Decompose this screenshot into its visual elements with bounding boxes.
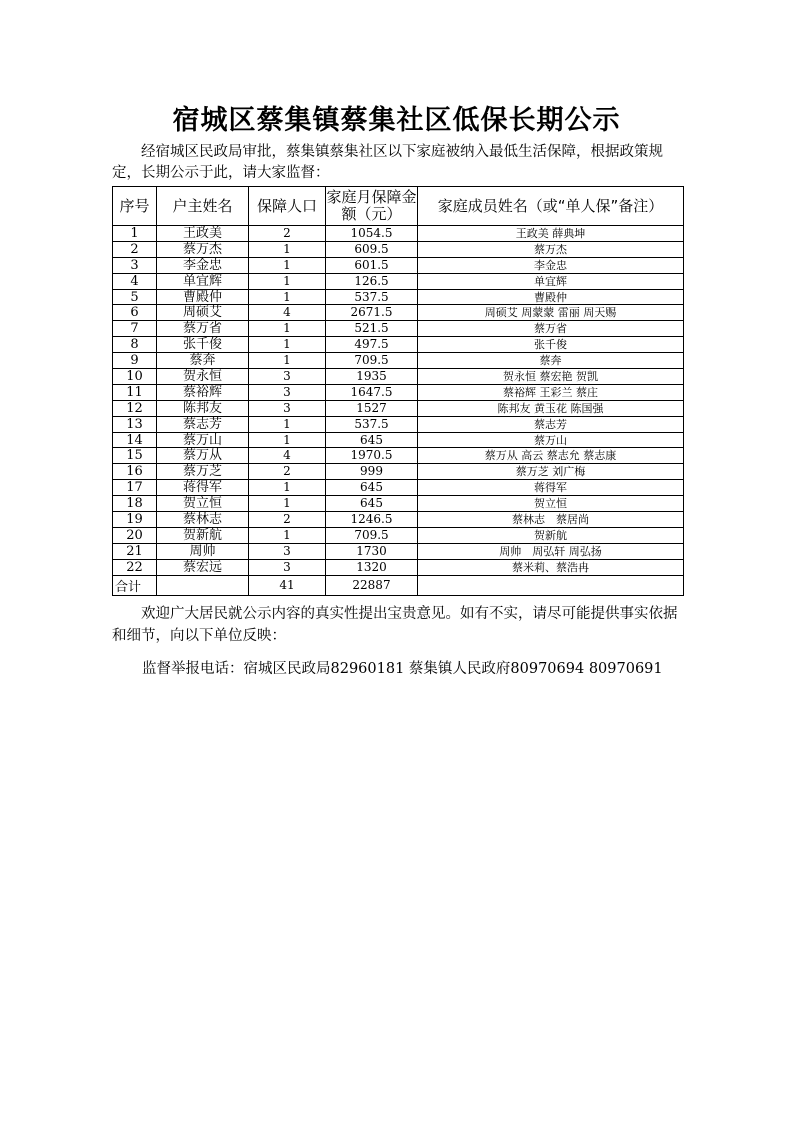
cell-household-head: 贺永恒	[157, 369, 249, 385]
cell-household-head: 蔡万芝	[157, 464, 249, 480]
cell-monthly-amount: 1527	[326, 400, 418, 416]
cell-no: 19	[113, 512, 157, 528]
cell-no: 18	[113, 496, 157, 512]
cell-household-head: 蔡万山	[157, 432, 249, 448]
table-row	[113, 384, 684, 400]
cell-monthly-amount: 709.5	[326, 353, 418, 369]
cell-covered-people: 3	[249, 543, 326, 559]
cell-household-head: 蔡宏远	[157, 559, 249, 575]
cell-monthly-amount: 1320	[326, 559, 418, 575]
cell-covered-people: 2	[249, 512, 326, 528]
cell-household-head: 单宜辉	[157, 273, 249, 289]
cell-family-members: 蔡林志 蔡居尚	[418, 512, 684, 528]
cell-household-head: 王政美	[157, 226, 249, 242]
intro-paragraph: 经宿城区民政局审批，蔡集镇蔡集社区以下家庭被纳入最低生活保障，根据政策规定，长期公示于此，请大家监督：	[112, 144, 663, 181]
cell-family-members: 蒋得军	[418, 480, 684, 496]
total-row	[113, 575, 684, 595]
cell-family-members: 陈邦友 黄玉花 陈国强	[418, 400, 684, 416]
cell-monthly-amount: 709.5	[326, 527, 418, 543]
cell-covered-people: 1	[249, 416, 326, 432]
cell-no: 1	[113, 226, 157, 242]
table-row	[113, 512, 684, 528]
cell-monthly-amount: 1246.5	[326, 512, 418, 528]
total-people: 41	[249, 575, 326, 595]
header-monthly-amount: 家庭月保障金额（元）	[326, 187, 418, 226]
cell-covered-people: 1	[249, 527, 326, 543]
table-row	[113, 448, 684, 464]
cell-household-head: 蔡裕辉	[157, 384, 249, 400]
cell-family-members: 蔡万芝 刘广梅	[418, 464, 684, 480]
cell-no: 2	[113, 241, 157, 257]
cell-covered-people: 4	[249, 305, 326, 321]
cell-covered-people: 3	[249, 559, 326, 575]
cell-household-head: 蔡万杰	[157, 241, 249, 257]
assistance-table	[112, 186, 684, 596]
header-household-head: 户主姓名	[157, 187, 249, 226]
cell-monthly-amount: 537.5	[326, 416, 418, 432]
cell-family-members: 蔡万山	[418, 432, 684, 448]
cell-family-members: 蔡万杰	[418, 241, 684, 257]
cell-covered-people: 1	[249, 337, 326, 353]
table-row	[113, 241, 684, 257]
table-row	[113, 432, 684, 448]
cell-household-head: 李金忠	[157, 257, 249, 273]
cell-no: 5	[113, 289, 157, 305]
table-header-row	[113, 187, 684, 226]
cell-no: 14	[113, 432, 157, 448]
cell-monthly-amount: 645	[326, 432, 418, 448]
cell-no: 21	[113, 543, 157, 559]
cell-covered-people: 1	[249, 273, 326, 289]
table-row	[113, 369, 684, 385]
cell-covered-people: 2	[249, 226, 326, 242]
cell-no: 13	[113, 416, 157, 432]
cell-monthly-amount: 521.5	[326, 321, 418, 337]
cell-monthly-amount: 609.5	[326, 241, 418, 257]
table-row	[113, 496, 684, 512]
report-hotline: 监督举报电话：宿城区民政局82960181 蔡集镇人民政府80970694 80970691	[142, 661, 663, 677]
cell-monthly-amount: 1935	[326, 369, 418, 385]
cell-family-members: 王政美 薛典坤	[418, 226, 684, 242]
table-row	[113, 321, 684, 337]
cell-household-head: 周帅	[157, 543, 249, 559]
cell-monthly-amount: 1730	[326, 543, 418, 559]
cell-no: 4	[113, 273, 157, 289]
cell-family-members: 蔡志芳	[418, 416, 684, 432]
cell-family-members: 张千俊	[418, 337, 684, 353]
total-empty-cell	[157, 575, 249, 595]
cell-family-members: 蔡万省	[418, 321, 684, 337]
cell-no: 11	[113, 384, 157, 400]
cell-no: 12	[113, 400, 157, 416]
cell-household-head: 蒋得军	[157, 480, 249, 496]
cell-household-head: 曹殿仲	[157, 289, 249, 305]
cell-monthly-amount: 601.5	[326, 257, 418, 273]
cell-no: 10	[113, 369, 157, 385]
table-row	[113, 257, 684, 273]
cell-household-head: 蔡林志	[157, 512, 249, 528]
cell-no: 15	[113, 448, 157, 464]
cell-no: 9	[113, 353, 157, 369]
cell-covered-people: 1	[249, 241, 326, 257]
table-row	[113, 543, 684, 559]
table-row	[113, 400, 684, 416]
table-row	[113, 416, 684, 432]
cell-no: 6	[113, 305, 157, 321]
total-members-cell	[418, 575, 684, 595]
cell-family-members: 蔡裕辉 王彩兰 蔡庄	[418, 384, 684, 400]
cell-monthly-amount: 999	[326, 464, 418, 480]
cell-monthly-amount: 537.5	[326, 289, 418, 305]
cell-family-members: 贺立恒	[418, 496, 684, 512]
total-amount: 22887	[326, 575, 418, 595]
cell-no: 22	[113, 559, 157, 575]
cell-covered-people: 2	[249, 464, 326, 480]
header-no: 序号	[113, 187, 157, 226]
cell-household-head: 蔡万省	[157, 321, 249, 337]
cell-monthly-amount: 1647.5	[326, 384, 418, 400]
table-row	[113, 273, 684, 289]
cell-monthly-amount: 1054.5	[326, 226, 418, 242]
cell-family-members: 贺永恒 蔡宏艳 贺凯	[418, 369, 684, 385]
table-row	[113, 305, 684, 321]
cell-no: 7	[113, 321, 157, 337]
cell-covered-people: 1	[249, 480, 326, 496]
feedback-note: 欢迎广大居民就公示内容的真实性提出宝贵意见。如有不实，请尽可能提供事实依据和细节，向以下单位反映：	[112, 606, 678, 644]
cell-household-head: 陈邦友	[157, 400, 249, 416]
cell-no: 20	[113, 527, 157, 543]
table-row	[113, 289, 684, 305]
cell-family-members: 曹殿仲	[418, 289, 684, 305]
cell-family-members: 单宜辉	[418, 273, 684, 289]
cell-family-members: 李金忠	[418, 257, 684, 273]
cell-family-members: 贺新航	[418, 527, 684, 543]
cell-covered-people: 3	[249, 369, 326, 385]
cell-family-members: 周帅 周弘轩 周弘扬	[418, 543, 684, 559]
cell-covered-people: 1	[249, 432, 326, 448]
cell-monthly-amount: 1970.5	[326, 448, 418, 464]
cell-household-head: 蔡奔	[157, 353, 249, 369]
cell-monthly-amount: 126.5	[326, 273, 418, 289]
table-row	[113, 480, 684, 496]
table-row	[113, 559, 684, 575]
cell-no: 3	[113, 257, 157, 273]
table-row	[113, 337, 684, 353]
cell-household-head: 贺新航	[157, 527, 249, 543]
table-row	[113, 464, 684, 480]
cell-monthly-amount: 645	[326, 496, 418, 512]
table-body	[113, 226, 684, 576]
cell-covered-people: 3	[249, 384, 326, 400]
header-family-members: 家庭成员姓名（或“单人保”备注）	[418, 187, 684, 226]
cell-household-head: 张千俊	[157, 337, 249, 353]
cell-no: 16	[113, 464, 157, 480]
cell-household-head: 周硕艾	[157, 305, 249, 321]
header-covered-people: 保障人口	[249, 187, 326, 226]
cell-covered-people: 1	[249, 496, 326, 512]
cell-household-head: 蔡万从	[157, 448, 249, 464]
cell-monthly-amount: 2671.5	[326, 305, 418, 321]
cell-household-head: 蔡志芳	[157, 416, 249, 432]
cell-family-members: 蔡奔	[418, 353, 684, 369]
cell-covered-people: 1	[249, 321, 326, 337]
cell-covered-people: 4	[249, 448, 326, 464]
cell-household-head: 贺立恒	[157, 496, 249, 512]
cell-monthly-amount: 645	[326, 480, 418, 496]
cell-family-members: 蔡米莉、蔡浩冉	[418, 559, 684, 575]
cell-monthly-amount: 497.5	[326, 337, 418, 353]
table-row	[113, 353, 684, 369]
cell-covered-people: 3	[249, 400, 326, 416]
page-title: 宿城区蔡集镇蔡集社区低保长期公示	[172, 105, 621, 136]
cell-covered-people: 1	[249, 289, 326, 305]
cell-family-members: 蔡万从 高云 蔡志允 蔡志康	[418, 448, 684, 464]
cell-covered-people: 1	[249, 257, 326, 273]
cell-covered-people: 1	[249, 353, 326, 369]
total-label: 合计	[113, 575, 157, 595]
table-row	[113, 226, 684, 242]
cell-no: 8	[113, 337, 157, 353]
table-row	[113, 527, 684, 543]
cell-no: 17	[113, 480, 157, 496]
cell-family-members: 周硕艾 周蒙蒙 雷丽 周天赐	[418, 305, 684, 321]
